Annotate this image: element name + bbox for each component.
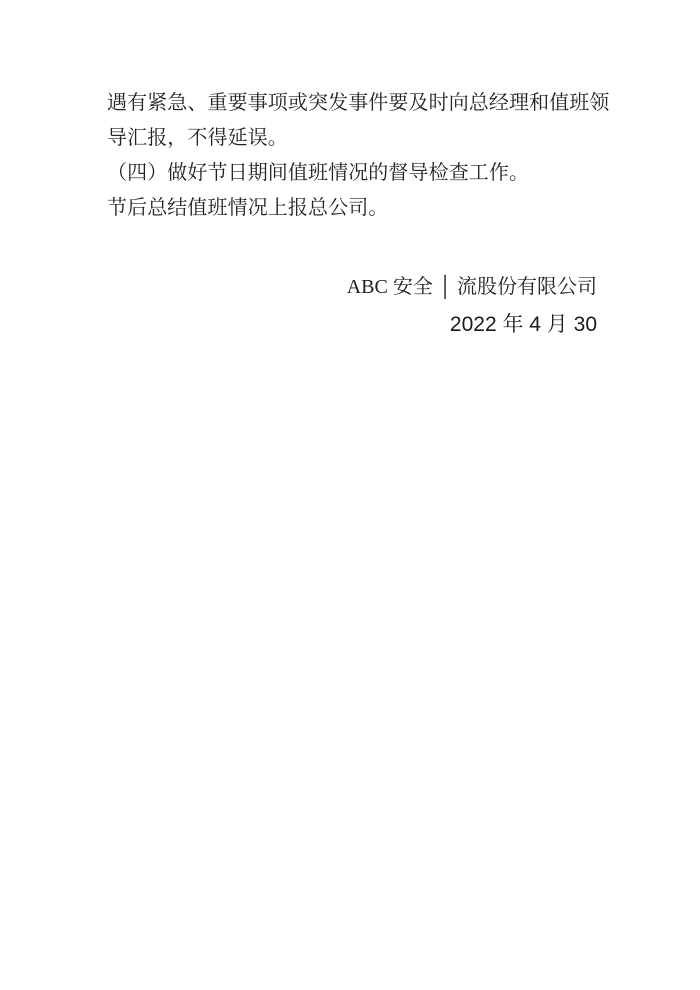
paragraph-line-2: 导汇报，不得延误。 (107, 127, 288, 149)
paragraph-line-3: （四）做好节日期间值班情况的督导检查工作。 (107, 162, 530, 184)
signature-block (347, 268, 597, 344)
signature-company-line: ABC 安全 │ 流股份有限公司 (346, 276, 597, 298)
paragraph-line-4: 节后总结值班情况上报总公司。 (107, 197, 389, 219)
body-paragraphs (107, 86, 610, 226)
paragraph-line-1: 遇有紧急、重要事项或突发事件要及时向总经理和值班领 (107, 92, 610, 114)
signature-date-line: 2022 年 4 月 30 (449, 313, 597, 336)
